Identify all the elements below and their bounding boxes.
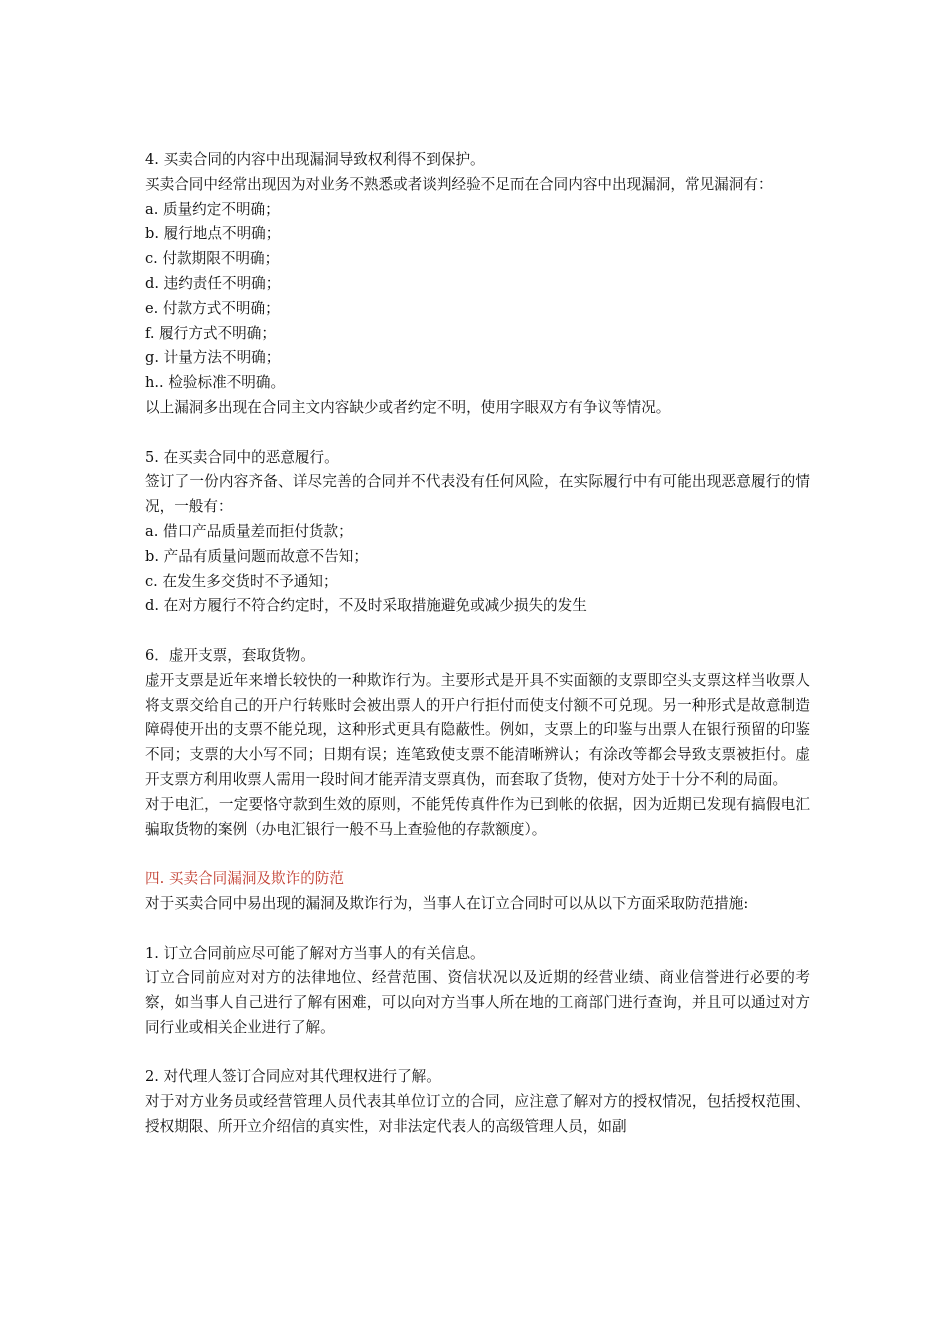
part4-intro: 对于买卖合同中易出现的漏洞及欺诈行为，当事人在订立合同时可以从以下方面采取防范措施: bbox=[145, 894, 749, 912]
section5-item-c: c. 在发生多交货时不予通知； bbox=[145, 572, 338, 590]
section4-item-g: g. 计量方法不明确； bbox=[145, 349, 281, 367]
section5-item-d: d. 在对方履行不符合约定时，不及时采取措施避免或减少损失的发生 bbox=[145, 597, 587, 615]
measure2-title: 2. 对代理人签订合同应对其代理权进行了解。 bbox=[145, 1068, 441, 1086]
paragraph-gap bbox=[145, 842, 810, 867]
section6-paragraph-1: 虚开支票是近年来增长较快的一种欺诈行为。主要形式是开具不实面额的支票即空头支票这样当收票人将支票交给自己的开户行转账时会被出票人的开户行拒付而使支付额不可兑现。另一种形式是故意制造障碍使开出的支票不能兑现，这种形式更具有隐蔽性。例如，支票上的印鉴与出票人在银行预留的印鉴不同；支票的大小写不同；日期有误；连笔致使支票不能清晰辨认；有涂改等都会导致支票被拒付。虚开支票方利用收票人需用一段时间才能弄清支票真伪，而套取了货物，使对方处于十分不利的局面。 bbox=[145, 671, 810, 788]
section5-title: 5. 在买卖合同中的恶意履行。 bbox=[145, 448, 339, 466]
section6-title: 6．虚开支票，套取货物。 bbox=[145, 646, 315, 664]
measure2-body: 对于对方业务员或经营管理人员代表其单位订立的合同，应注意了解对方的授权情况，包括授权范围、授权期限、所开立介绍信的真实性，对非法定代表人的高级管理人员，如副 bbox=[145, 1093, 810, 1136]
section4-intro: 买卖合同中经常出现因为对业务不熟悉或者谈判经验不足而在合同内容中出现漏洞，常见漏洞有： bbox=[145, 175, 773, 193]
section5-item-b: b. 产品有质量问题而故意不告知； bbox=[145, 547, 368, 565]
measure1-title: 1. 订立合同前应尽可能了解对方当事人的有关信息。 bbox=[145, 944, 485, 962]
paragraph-gap bbox=[145, 917, 810, 942]
section4-item-h: h.. 检验标准不明确。 bbox=[145, 374, 286, 392]
part4-heading: 四. 买卖合同漏洞及欺诈的防范 bbox=[145, 870, 344, 888]
paragraph-gap bbox=[145, 1041, 810, 1066]
section4-item-c: c. 付款期限不明确； bbox=[145, 250, 280, 268]
section4-item-d: d. 违约责任不明确； bbox=[145, 274, 281, 292]
section6-paragraph-2: 对于电汇，一定要恪守款到生效的原则，不能凭传真件作为已到帐的依据，因为近期已发现有搞假电汇骗取货物的案例（办电汇银行一般不马上查验他的存款额度）。 bbox=[145, 795, 810, 838]
section4-item-e: e. 付款方式不明确； bbox=[145, 299, 280, 317]
paragraph-gap bbox=[145, 619, 810, 644]
section4-item-a: a. 质量约定不明确； bbox=[145, 200, 280, 218]
section5-item-a: a. 借口产品质量差而拒付货款； bbox=[145, 522, 353, 540]
measure1-body: 订立合同前应对对方的法律地位、经营范围、资信状况以及近期的经营业绩、商业信誉进行必要的考察，如当事人自己进行了解有困难，可以向对方当事人所在地的工商部门进行查询，并且可以通过对方同行业或相关企业进行了解。 bbox=[145, 969, 810, 1036]
document-page bbox=[145, 148, 810, 1140]
section4-item-b: b. 履行地点不明确； bbox=[145, 225, 281, 243]
section5-intro: 签订了一份内容齐备、详尽完善的合同并不代表没有任何风险，在实际履行中有可能出现恶意履行的情况，一般有： bbox=[145, 473, 810, 516]
section4-item-f: f. 履行方式不明确； bbox=[145, 324, 276, 342]
section4-summary: 以上漏洞多出现在合同主文内容缺少或者约定不明，使用字眼双方有争议等情况。 bbox=[145, 398, 671, 416]
paragraph-gap bbox=[145, 421, 810, 446]
section4-title: 4. 买卖合同的内容中出现漏洞导致权利得不到保护。 bbox=[145, 151, 485, 168]
